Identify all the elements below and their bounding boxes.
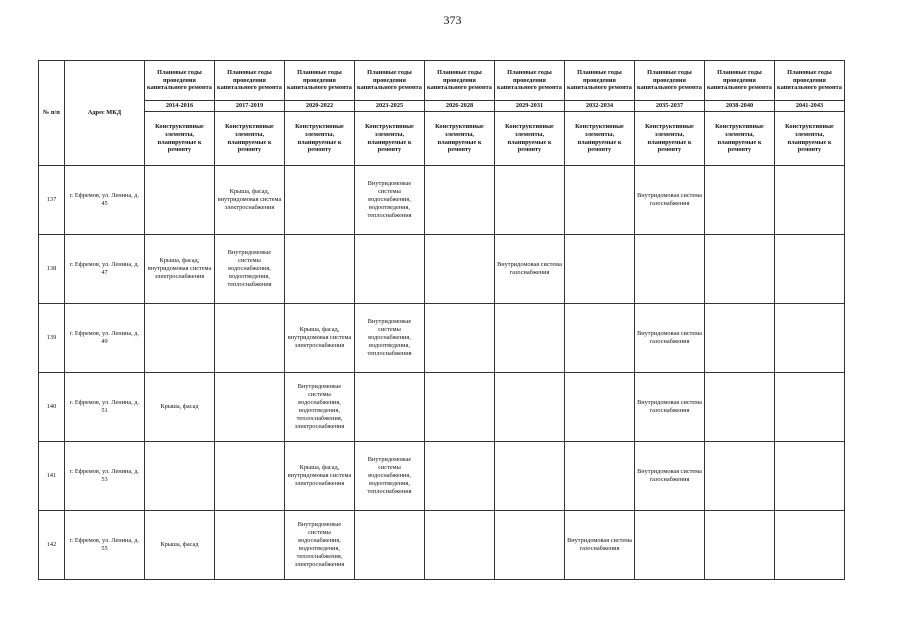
repair-cell: Внутридомовая система газоснабжения	[495, 235, 565, 304]
repair-cell: Внутридомовые системы водоснабжения, водоотведения, теплоснабжения	[215, 235, 285, 304]
repair-cell: Внутридомовые системы водоснабжения, водоотведения, теплоснабжения	[355, 166, 425, 235]
header-years: 2038-2040	[705, 101, 775, 112]
table-row	[39, 235, 845, 304]
repair-cell	[145, 304, 215, 373]
repair-cell	[215, 373, 285, 442]
repair-cell	[215, 511, 285, 580]
repair-cell: Внутридомовые системы водоснабжения, водоотведения, теплоснабжения	[355, 442, 425, 511]
repair-cell	[425, 442, 495, 511]
repair-cell	[565, 373, 635, 442]
table-row	[39, 442, 845, 511]
row-number: 138	[39, 235, 65, 304]
header-years: 2035-2037	[635, 101, 705, 112]
repair-cell	[495, 166, 565, 235]
repair-cell	[425, 235, 495, 304]
header-plan-label: Плановые годы проведения капитального ремонта	[635, 61, 705, 101]
repair-cell	[355, 235, 425, 304]
repair-cell	[635, 511, 705, 580]
repair-cell	[635, 235, 705, 304]
header-elements: Конструктивные элементы, планируемые к ремонту	[635, 112, 705, 166]
repair-cell: Внутридомовая система газоснабжения	[635, 442, 705, 511]
page-number: 373	[443, 13, 462, 27]
repair-cell	[565, 235, 635, 304]
repair-cell: Внутридомовая система газоснабжения	[635, 373, 705, 442]
header-plan-label: Плановые годы проведения капитального ремонта	[145, 61, 215, 101]
repair-cell	[285, 235, 355, 304]
repair-cell	[565, 166, 635, 235]
repair-cell	[425, 373, 495, 442]
row-address: г. Ефремов, ул. Ленина, д. 45	[65, 166, 145, 235]
header-elements: Конструктивные элементы, планируемые к ремонту	[705, 112, 775, 166]
repair-cell: Крыша, фасад, внутридомовая система электроснабжения	[145, 235, 215, 304]
header-plan-label: Плановые годы проведения капитального ремонта	[215, 61, 285, 101]
repair-cell	[495, 373, 565, 442]
header-plan-label: Плановые годы проведения капитального ремонта	[355, 61, 425, 101]
repair-cell	[495, 511, 565, 580]
row-number: 142	[39, 511, 65, 580]
repair-cell	[705, 511, 775, 580]
header-elements: Конструктивные элементы, планируемые к ремонту	[215, 112, 285, 166]
header-elements: Конструктивные элементы, планируемые к ремонту	[495, 112, 565, 166]
repair-cell: Внутридомовые системы водоснабжения, водоотведения, теплоснабжения	[355, 304, 425, 373]
repair-cell	[425, 304, 495, 373]
table-row	[39, 511, 845, 580]
table-row	[39, 166, 845, 235]
repair-cell	[775, 442, 845, 511]
table-header	[39, 61, 845, 166]
repair-cell: Внутридомовая система газоснабжения	[635, 304, 705, 373]
repair-cell	[495, 442, 565, 511]
table-body	[39, 166, 845, 580]
header-plan-label: Плановые годы проведения капитального ремонта	[565, 61, 635, 101]
header-years: 2029-2031	[495, 101, 565, 112]
row-number: 141	[39, 442, 65, 511]
table-row	[39, 304, 845, 373]
row-number: 137	[39, 166, 65, 235]
repair-cell	[705, 235, 775, 304]
header-elements: Конструктивные элементы, планируемые к ремонту	[355, 112, 425, 166]
row-address: г. Ефремов, ул. Ленина, д. 53	[65, 442, 145, 511]
repair-cell	[565, 442, 635, 511]
header-elements: Конструктивные элементы, планируемые к ремонту	[775, 112, 845, 166]
repair-cell: Внутридомовые системы водоснабжения, водоотведения, теплоснабжения, электроснабжения	[285, 511, 355, 580]
header-plan-label: Плановые годы проведения капитального ремонта	[775, 61, 845, 101]
repair-cell: Крыша, фасад, внутридомовая система электроснабжения	[285, 304, 355, 373]
repair-cell: Внутридомовая система газоснабжения	[635, 166, 705, 235]
header-address: Адрес МКД	[65, 61, 145, 166]
header-years: 2032-2034	[565, 101, 635, 112]
repair-cell	[215, 304, 285, 373]
header-plan-label: Плановые годы проведения капитального ремонта	[705, 61, 775, 101]
repair-cell	[705, 373, 775, 442]
header-years: 2026-2028	[425, 101, 495, 112]
row-number: 139	[39, 304, 65, 373]
repair-cell	[355, 373, 425, 442]
repair-cell	[705, 166, 775, 235]
repair-cell: Крыша, фасад	[145, 373, 215, 442]
repair-cell	[705, 304, 775, 373]
repair-cell	[775, 166, 845, 235]
repair-cell: Внутридомовые системы водоснабжения, водоотведения, теплоснабжения, электроснабжения	[285, 373, 355, 442]
header-years: 2020-2022	[285, 101, 355, 112]
repair-cell	[145, 442, 215, 511]
table-row	[39, 373, 845, 442]
repair-cell	[425, 166, 495, 235]
repair-cell	[705, 442, 775, 511]
repair-cell	[215, 442, 285, 511]
repair-cell	[355, 511, 425, 580]
header-num: № п/п	[39, 61, 65, 166]
repair-cell	[775, 235, 845, 304]
repair-cell	[145, 166, 215, 235]
header-plan-label: Плановые годы проведения капитального ремонта	[425, 61, 495, 101]
repair-cell	[495, 304, 565, 373]
header-years: 2041-2043	[775, 101, 845, 112]
repair-cell: Крыша, фасад, внутридомовая система электроснабжения	[215, 166, 285, 235]
row-address: г. Ефремов, ул. Ленина, д. 55	[65, 511, 145, 580]
row-address: г. Ефремов, ул. Ленина, д. 49	[65, 304, 145, 373]
header-years: 2017-2019	[215, 101, 285, 112]
repair-cell: Крыша, фасад, внутридомовая система электроснабжения	[285, 442, 355, 511]
header-elements: Конструктивные элементы, планируемые к ремонту	[565, 112, 635, 166]
row-address: г. Ефремов, ул. Ленина, д. 51	[65, 373, 145, 442]
repair-cell	[775, 304, 845, 373]
repair-cell	[775, 373, 845, 442]
repair-cell	[425, 511, 495, 580]
header-years: 2014-2016	[145, 101, 215, 112]
repair-cell	[775, 511, 845, 580]
repair-cell	[565, 304, 635, 373]
row-number: 140	[39, 373, 65, 442]
repair-cell: Внутридомовая система газоснабжения	[565, 511, 635, 580]
repair-cell: Крыша, фасад	[145, 511, 215, 580]
row-address: г. Ефремов, ул. Ленина, д. 47	[65, 235, 145, 304]
header-elements: Конструктивные элементы, планируемые к ремонту	[145, 112, 215, 166]
header-elements: Конструктивные элементы, планируемые к ремонту	[285, 112, 355, 166]
header-years: 2023-2025	[355, 101, 425, 112]
header-elements: Конструктивные элементы, планируемые к ремонту	[425, 112, 495, 166]
repair-cell	[285, 166, 355, 235]
header-plan-label: Плановые годы проведения капитального ремонта	[495, 61, 565, 101]
header-plan-label: Плановые годы проведения капитального ремонта	[285, 61, 355, 101]
repair-plan-table	[38, 60, 845, 580]
